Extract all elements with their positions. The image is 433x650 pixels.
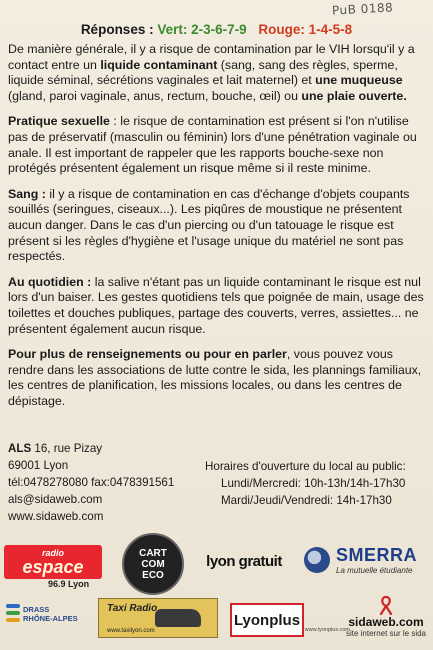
phone-fax: tél:0478278080 fax:0478391561 — [8, 476, 175, 489]
cartcom-line-3: ECO — [142, 569, 164, 581]
intro-text-3: (gland, paroi vaginale, anus, rectum, bouche, œil) ou — [8, 88, 302, 103]
drass-line-2: RHÔNE-ALPES — [23, 614, 78, 623]
cartcom-line-1: CART — [139, 547, 167, 559]
intro-text-2: (sang, sang des règles, sperme, liquide séminal, sécrétions vaginales et lait maternel) et — [8, 57, 398, 88]
sexual-paragraph — [8, 114, 426, 176]
more-info-text: , vous pouvez vous rendre dans les associations de lutte contre le sida, les plannings familiaux, les centres de planification, les missions locales, ou dans les centres de dépistage. — [8, 347, 422, 408]
taxi-radio-logo — [98, 598, 218, 638]
intro-text-1: De manière générale, il y a risque de contamination par le VIH lorsqu'il y a contact entre un — [8, 42, 415, 72]
more-info-paragraph — [8, 347, 426, 409]
email: als@sidaweb.com — [8, 493, 103, 506]
sidaweb-logo — [342, 590, 430, 642]
lyon-gratuit-logo — [198, 550, 290, 572]
intro-bold-2: une muqueuse — [315, 73, 403, 88]
radio-espace-logo — [4, 545, 102, 589]
drass-line-1: DRASS — [23, 605, 50, 614]
radio-espace-top: radio — [41, 547, 64, 558]
opening-hours — [205, 458, 406, 509]
taxi-car-icon — [155, 609, 201, 627]
website: www.sidaweb.com — [8, 510, 104, 523]
drass-arrows-icon — [6, 602, 20, 626]
lyonplus-name: Lyonplus — [233, 611, 301, 629]
sidaweb-name: sidaweb.com — [348, 614, 424, 629]
smerra-name: SMERRA — [336, 545, 418, 565]
cartcom-line-2: COM — [141, 558, 165, 570]
blood-text: il y a risque de contamination en cas d'échange d'objets coupants souillés (seringues, ciseaux...). Les piqûres de moustique ne présentent aucun danger. Dans le cas d'un piercing ou d'un tatouage le risque est présent si les règles d'hygiène et l'usage unique du matériel ne sont pas respectés. — [8, 186, 410, 264]
daily-text: la salive n'étant pas un liquide contaminant le risque est nul lors d'un baiser. Les gestes quotidiens tels que poignée de main, usage des toilettes et douches publiques, partage des couverts, verres, assiettes... ne présentent également aucun risque. — [8, 274, 424, 336]
answers-label: Réponses : — [80, 22, 154, 37]
intro-bold-1: liquide contaminant — [100, 57, 218, 72]
handwritten-reference: PuB 0188 — [331, 0, 394, 18]
taxi-radio-name: Taxi Radio — [107, 603, 158, 614]
sexual-heading: Pratique sexuelle — [8, 114, 110, 129]
smerra-emblem-icon — [304, 547, 330, 573]
smerra-tagline: La mutuelle étudiante — [336, 566, 413, 575]
radio-espace-frequency: 96.9 Lyon — [48, 579, 90, 589]
contact-block — [8, 440, 174, 525]
answers-line — [0, 22, 433, 37]
intro-paragraph — [8, 42, 426, 104]
red-answers: Rouge: 1-4-5-8 — [258, 22, 353, 37]
street: 16, rue Pizay — [31, 442, 103, 455]
taxi-radio-url: www.taxilyon.com — [107, 628, 155, 634]
lyonplus-url: www.lyonplus.com — [304, 627, 350, 633]
lyonplus-logo — [230, 603, 350, 637]
org-name: ALS — [8, 442, 32, 455]
blood-heading: Sang : — [8, 186, 46, 201]
blood-paragraph — [8, 187, 426, 265]
sidaweb-tagline: site internet sur le sida — [345, 628, 427, 638]
smerra-logo — [304, 543, 430, 577]
sexual-text: : le risque de contamination est présent si l'on n'utilise pas de préservatif (masculin ou féminin) lors d'une pénétration vaginale ou anale. Il est important de rappeler que les rapports bouche-sexe non protégés présentent également un risque même si il reste minime. — [8, 114, 417, 176]
intro-bold-3: une plaie ouverte. — [301, 88, 407, 103]
more-info-heading: Pour plus de renseignements ou pour en parler — [8, 347, 287, 362]
hours-mon-wed: Lundi/Mercredi: 10h-13h/14h-17h30 — [221, 477, 406, 490]
daily-paragraph — [8, 275, 426, 337]
city: 69001 Lyon — [8, 459, 69, 472]
red-ribbon-icon — [377, 595, 395, 615]
body-text — [8, 42, 426, 419]
cartcom-logo — [122, 533, 184, 595]
green-answers: Vert: 2-3-6-7-9 — [157, 22, 247, 37]
hours-tue-thu-fri: Mardi/Jeudi/Vendredi: 14h-17h30 — [221, 494, 392, 507]
lyon-gratuit-name: lyon gratuit — [206, 552, 282, 570]
hours-title: Horaires d'ouverture du local au public: — [205, 460, 406, 473]
radio-espace-name: espace — [22, 556, 84, 577]
address-line — [8, 440, 174, 457]
daily-heading: Au quotidien : — [8, 274, 92, 289]
drass-logo — [6, 597, 78, 631]
